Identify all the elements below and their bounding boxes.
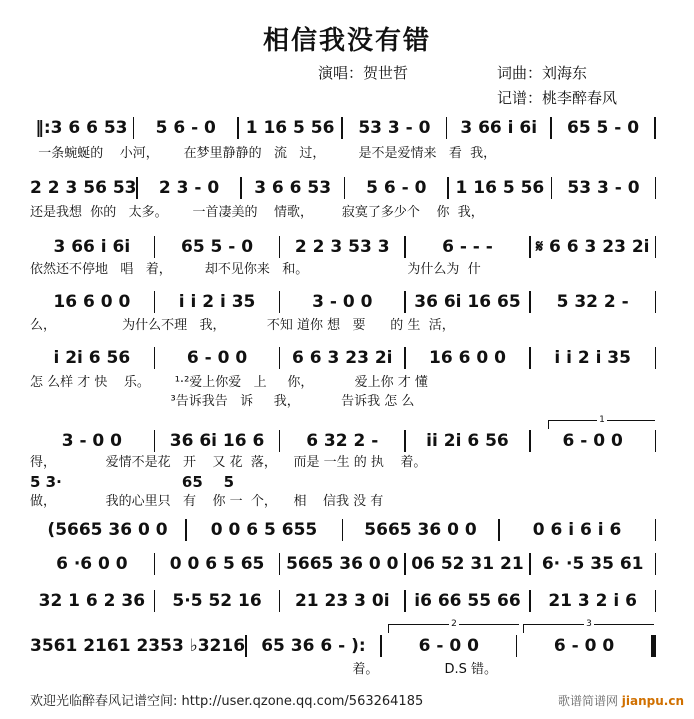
measure: 3 66 i 6i	[460, 118, 538, 138]
lyrics-line: 么， 为什么不理 我， 不知 道你 想 要 的 生 活，	[30, 318, 455, 333]
measure: 6· ·5 35 61	[541, 554, 644, 574]
measure: 65 36 6 - ):	[261, 636, 366, 656]
end-bar-line	[655, 519, 657, 541]
end-bar-line	[651, 635, 656, 657]
measure: i i 2 i 35	[554, 348, 631, 368]
measure: 65 5 - 0	[566, 118, 640, 138]
measure: 5665 36 0 0	[286, 554, 399, 574]
measure: 36 6i 16 6	[169, 431, 265, 451]
measure: 2 3 - 0	[158, 178, 220, 198]
measure: ii 2i 6 56	[426, 431, 509, 451]
measure: (5665 36 0 0	[47, 520, 168, 540]
staff-line	[30, 429, 656, 453]
measure: i6 66 55 66	[414, 591, 521, 611]
watermark	[558, 692, 684, 709]
lyrics-line: 怎 么样 才 快 乐。 ¹·²爱上你爱 上 你， 爱上你 才 懂	[30, 375, 428, 390]
measure: 1 16 5 56	[455, 178, 545, 198]
volta-2	[388, 619, 519, 633]
measure: 6 - 0 0	[186, 348, 248, 368]
lyrics-line: 还是我想 你的 太多。 一首凄美的 情歌， 寂寞了多少个 你 我，	[30, 205, 484, 220]
measure: 6 6 3 23 2i	[292, 348, 393, 368]
lyrics-line: 依然还不停地 唱 着， 却不见你来 和。 为什么为 什	[30, 262, 481, 277]
end-bar-line	[655, 291, 657, 313]
footer-text: 欢迎光临醉春风记谱空间: http://user.qzone.qq.com/563264185	[30, 694, 424, 709]
measure: 32 1 6 2 36	[38, 591, 146, 611]
measure: 5 6 - 0	[366, 178, 427, 198]
staff-line	[30, 116, 656, 140]
volta-label: 2	[451, 619, 457, 629]
alt-lyrics: 做， 我的心里只 有 你 一 个， 相 信我 没 有	[30, 494, 384, 509]
measure: 36 6i 16 65	[414, 292, 521, 312]
measure: 𝄋 6 6 3 23 2i	[535, 237, 650, 257]
staff-line	[30, 589, 656, 613]
measure: 65 5 - 0	[180, 237, 254, 257]
singer-credit: 演唱：贺世哲	[318, 64, 409, 82]
end-bar-line	[655, 177, 657, 199]
end-bar-line	[655, 347, 657, 369]
measure: 3 6 6 53	[254, 178, 332, 198]
staff-line	[30, 518, 656, 542]
measure: 21 23 3 0i	[294, 591, 390, 611]
volta-3	[523, 619, 654, 633]
composer-credit: 词曲：刘海东	[497, 64, 588, 82]
transcriber-credit: 记谱：桃李醉春风	[497, 89, 618, 107]
alt-notes: 5 3· 65 5	[30, 473, 235, 491]
measure: 5665 36 0 0	[364, 520, 477, 540]
measure: ‖:3 6 6 53	[35, 118, 128, 138]
measure: 2 2 3 56 53	[30, 178, 137, 198]
song-title: 相信我没有错	[262, 26, 431, 56]
volta-label: 3	[586, 619, 592, 629]
staff-line	[30, 346, 656, 370]
staff-line	[30, 634, 656, 658]
measure: 53 3 - 0	[358, 118, 431, 138]
measure: 6 - 0 0	[418, 636, 479, 656]
measure: 06 52 31 21	[411, 554, 524, 574]
measure: 6 - - -	[442, 237, 493, 257]
measure: 6 - 0 0	[562, 431, 623, 451]
end-bar-line	[655, 590, 657, 612]
end-bar-line	[655, 236, 657, 258]
staff-line	[30, 176, 656, 200]
lyrics-line: 着。 D.S 错。	[30, 662, 497, 677]
volta-1	[548, 415, 655, 429]
end-bar-line	[654, 117, 656, 139]
measure: i i 2 i 35	[178, 292, 256, 312]
measure: 21 3 2 i 6	[548, 591, 637, 611]
measure: 0 0 6 5 655	[210, 520, 318, 540]
watermark-text: 歌谱简谱网	[557, 694, 618, 708]
measure: i 2i 6 56	[53, 348, 131, 368]
measure: 1 16 5 56	[245, 118, 335, 138]
watermark-site: jianpu.cn	[621, 694, 684, 708]
measure: 0 0 6 5 65	[169, 554, 265, 574]
measure: 5·5 52 16	[172, 591, 262, 611]
measure: 3 - 0 0	[312, 292, 373, 312]
measure: 6 ·6 0 0	[56, 554, 128, 574]
lyrics-line: 一条蜿蜒的 小河， 在梦里静静的 流 过， 是不是爱情来 看 我，	[30, 146, 497, 161]
volta-label: 1	[599, 415, 605, 425]
measure: 6 - 0 0	[553, 636, 615, 656]
staff-line	[30, 290, 656, 314]
staff-line	[30, 552, 656, 576]
measure: 16 6 0 0	[429, 348, 506, 368]
end-bar-line	[655, 430, 657, 452]
measure: 0 6 i 6 i 6	[532, 520, 622, 540]
end-bar-line	[655, 553, 657, 575]
lyrics-line: 得， 爱情不是花 开 又 花 落， 而是 一生 的 执 着。	[30, 455, 427, 470]
measure: 5 6 - 0	[155, 118, 216, 138]
measure: 3561 2161 2353 ♭3216	[30, 636, 246, 656]
measure: 53 3 - 0	[567, 178, 640, 198]
staff-line	[30, 235, 656, 259]
measure: 16 6 0 0	[53, 292, 131, 312]
measure: 2 2 3 53 3	[294, 237, 390, 257]
measure: 5 32 2 -	[556, 292, 629, 312]
measure: 3 66 i 6i	[53, 237, 131, 257]
lyrics-line: ³告诉我告 诉 我， 告诉我 怎 么	[30, 394, 415, 409]
measure: 3 - 0 0	[61, 431, 122, 451]
measure: 6 32 2 -	[306, 431, 379, 451]
